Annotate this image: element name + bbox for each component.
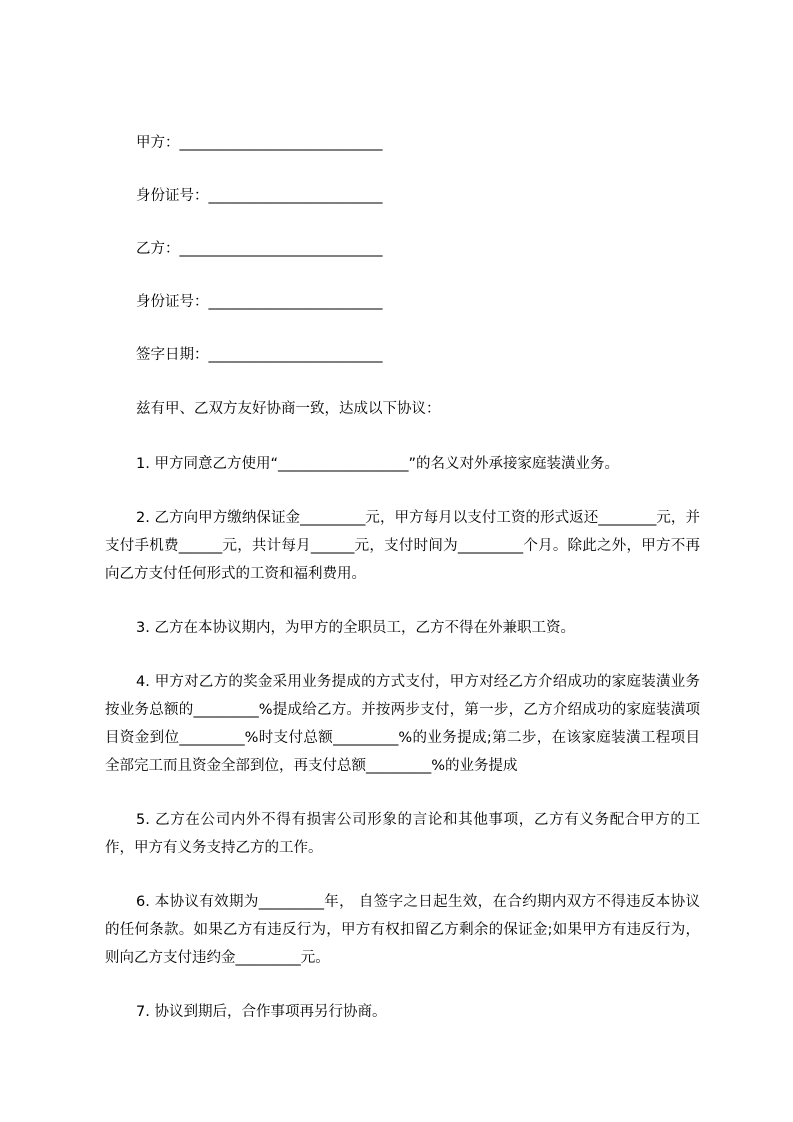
clause-5: 5. 乙方在公司内外不得有损害公司形象的言论和其他事项，乙方有义务配合甲方的工作，甲方有义务支持乙方的工作。 <box>105 812 700 856</box>
party-a-field: 甲方：____________________________ <box>136 135 383 151</box>
clause-list <box>105 450 700 1052</box>
clause-2: 2. 乙方向甲方缴纳保证金_________元，甲方每月以支付工资的形式返还________元，并支付手机费______元，共计每月______元，支付时间为_________个月。除此之外，甲方不再向乙方支付任何形式的工资和福利费用。 <box>105 510 700 582</box>
party-b-id-field: 身份证号：________________________ <box>136 294 383 310</box>
clause-4: 4. 甲方对乙方的奖金采用业务提成的方式支付，甲方对经乙方介绍成功的家庭装潢业务按业务总额的_________%提成给乙方。并按两步支付，第一步，乙方介绍成功的家庭装潢项目资金到位_________%时支付总额_________%的业务提成;第二步，在该家庭装潢工程项目全部完工而且资金全部到位，再支付总额_________%的业务提成 <box>105 674 700 774</box>
clause-1: 1. 甲方同意乙方使用“__________________”的名义对外承接家庭装潢业务。 <box>136 456 619 472</box>
clause-7: 7. 协议到期后，合作事项再另行协商。 <box>136 1004 387 1020</box>
party-info-fields <box>136 130 383 395</box>
intro-paragraph: 兹有甲、乙双方友好协商一致，达成以下协议： <box>136 401 441 417</box>
clause-6: 6. 本协议有效期为_________年， 自签字之日起生效，在合约期内双方不得违反本协议的任何条款。如果乙方有违反行为，甲方有权扣留乙方剩余的保证金;如果甲方有违反行为，则向乙方支付违约金_________元。 <box>105 894 700 966</box>
party-b-field: 乙方：____________________________ <box>136 241 383 257</box>
party-a-id-field: 身份证号：________________________ <box>136 188 383 204</box>
signing-date-field: 签字日期：________________________ <box>136 347 383 363</box>
clause-3: 3. 乙方在本协议期内，为甲方的全职员工，乙方不得在外兼职工资。 <box>136 620 575 636</box>
